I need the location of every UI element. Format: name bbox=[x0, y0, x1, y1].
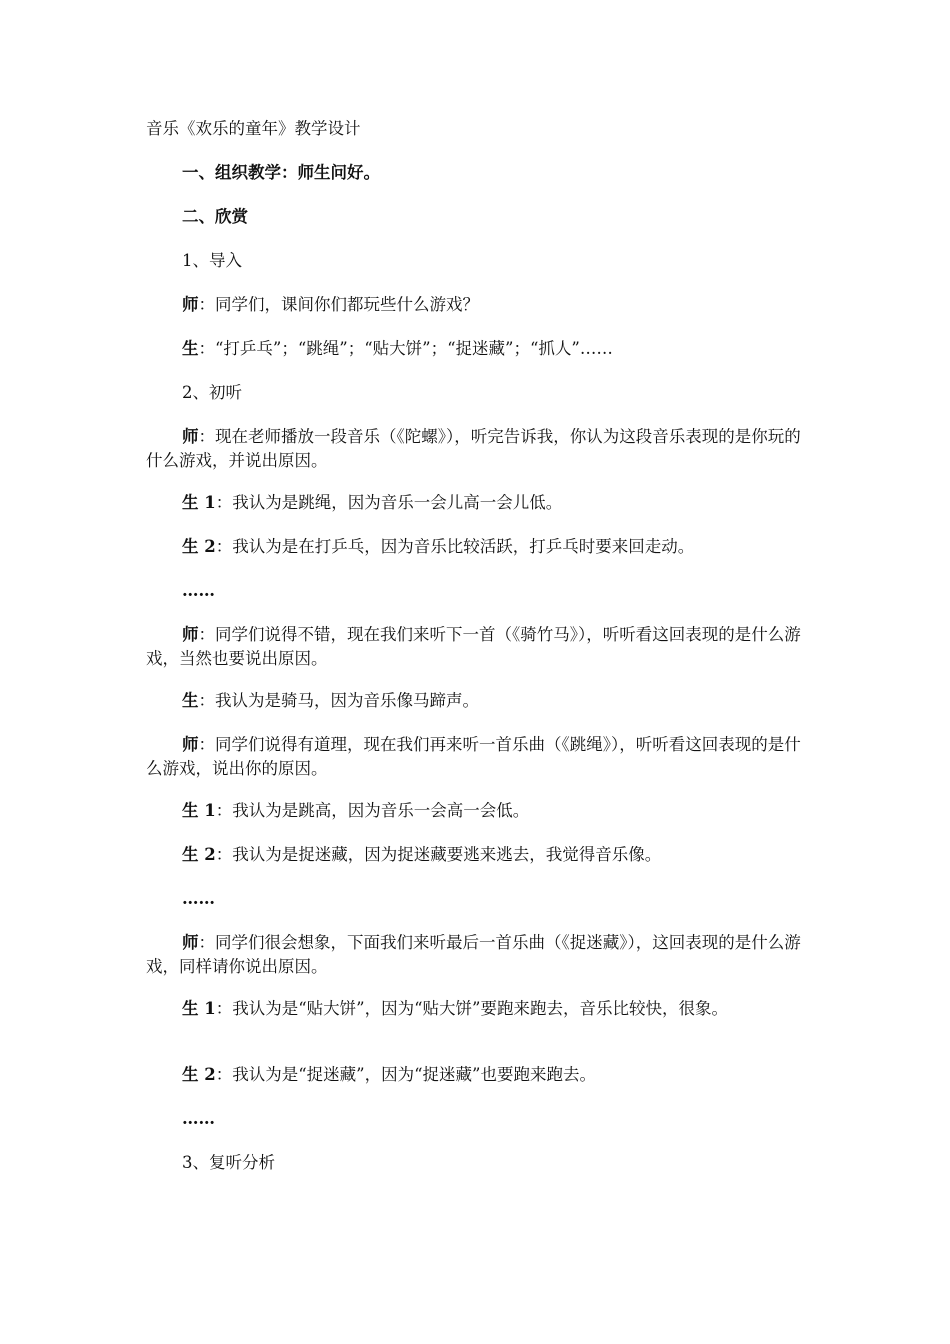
dialogue-line bbox=[146, 293, 806, 317]
dialogue-line bbox=[146, 843, 806, 867]
dialogue-line bbox=[146, 535, 806, 559]
document-title: 音乐《欢乐的童年》教学设计 bbox=[146, 119, 361, 138]
item-heading-first-listen: 2、初听 bbox=[182, 383, 242, 402]
item-heading-review: 3、复听分析 bbox=[182, 1153, 275, 1172]
speaker-label: 师 bbox=[182, 295, 199, 314]
dialogue-line bbox=[146, 887, 806, 911]
dialogue-text: ：我认为是捉迷藏，因为捉迷藏要逃来逃去，我觉得音乐像。 bbox=[215, 845, 662, 864]
dialogue-line bbox=[146, 491, 806, 515]
speaker-label: 师 bbox=[182, 427, 199, 446]
ellipsis: …… bbox=[182, 581, 215, 600]
dialogue-text: ：我认为是“捉迷藏”，因为“捉迷藏”也要跑来跑去。 bbox=[215, 1065, 596, 1084]
speaker-label: 生 bbox=[182, 691, 199, 710]
dialogue-line bbox=[146, 799, 806, 823]
dialogue-line bbox=[146, 623, 806, 671]
speaker-label: 生 1 bbox=[182, 493, 216, 512]
ellipsis: …… bbox=[182, 889, 215, 908]
section-heading-1: 一、组织教学：师生问好。 bbox=[182, 163, 380, 182]
item-heading-import: 1、导入 bbox=[182, 251, 242, 270]
dialogue-text: ：我认为是骑马，因为音乐像马蹄声。 bbox=[198, 691, 479, 710]
speaker-label: 师 bbox=[182, 933, 199, 952]
dialogue-text: ：我认为是跳绳，因为音乐一会儿高一会儿低。 bbox=[215, 493, 563, 512]
dialogue-text: ：我认为是在打乒乓，因为音乐比较活跃，打乒乓时要来回走动。 bbox=[215, 537, 695, 556]
dialogue-line bbox=[146, 997, 806, 1021]
speaker-label: 师 bbox=[182, 625, 199, 644]
dialogue-text: ：同学们说得有道理，现在我们再来听一首乐曲（《跳绳》），听听看这回表现的是什么游戏，说出你的原因。 bbox=[146, 735, 801, 778]
dialogue-line bbox=[146, 733, 806, 781]
dialogue-text: ：我认为是“贴大饼”，因为“贴大饼”要跑来跑去，音乐比较快，很象。 bbox=[215, 999, 728, 1018]
dialogue-text: ：同学们说得不错，现在我们来听下一首（《骑竹马》），听听看这回表现的是什么游戏，当然也要说出原因。 bbox=[146, 625, 801, 668]
speaker-label: 生 bbox=[182, 339, 199, 358]
dialogue-line bbox=[146, 425, 806, 473]
speaker-label: 生 2 bbox=[182, 845, 216, 864]
dialogue-line bbox=[146, 1107, 806, 1131]
speaker-label: 生 1 bbox=[182, 801, 216, 820]
dialogue-line bbox=[146, 689, 806, 713]
dialogue-text: ：同学们，课间你们都玩些什么游戏？ bbox=[198, 295, 479, 314]
dialogue-text: ：“打乒乓”；“跳绳”；“贴大饼”；“捉迷藏”；“抓人”…… bbox=[198, 339, 613, 358]
dialogue-text: ：同学们很会想象，下面我们来听最后一首乐曲（《捉迷藏》），这回表现的是什么游戏，同样请你说出原因。 bbox=[146, 933, 801, 976]
dialogue-line bbox=[146, 337, 806, 361]
speaker-label: 生 2 bbox=[182, 1065, 216, 1084]
dialogue-text: ：现在老师播放一段音乐（《陀螺》），听完告诉我，你认为这段音乐表现的是你玩的什么游戏，并说出原因。 bbox=[146, 427, 801, 470]
dialogue-text: ：我认为是跳高，因为音乐一会高一会低。 bbox=[215, 801, 530, 820]
speaker-label: 生 1 bbox=[182, 999, 216, 1018]
speaker-label: 生 2 bbox=[182, 537, 216, 556]
dialogue-line bbox=[146, 579, 806, 603]
dialogue-line bbox=[146, 931, 806, 979]
dialogue-line bbox=[146, 1063, 806, 1087]
ellipsis: …… bbox=[182, 1109, 215, 1128]
section-heading-2: 二、欣赏 bbox=[182, 207, 248, 226]
speaker-label: 师 bbox=[182, 735, 199, 754]
